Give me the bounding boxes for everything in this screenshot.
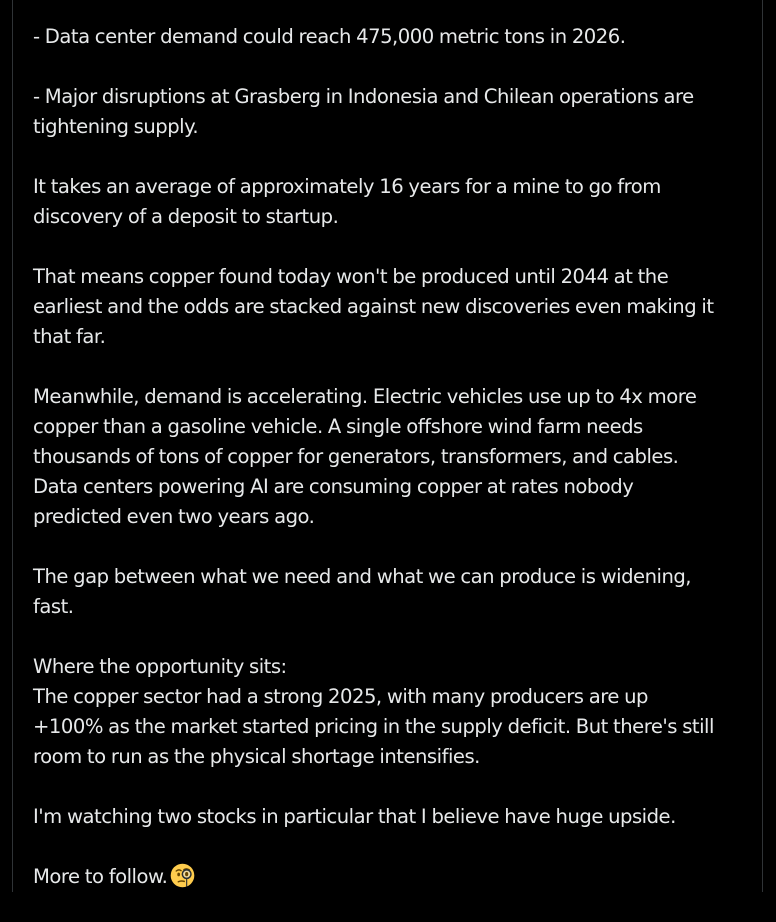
text-line: fast. — [33, 595, 74, 618]
closing-text: More to follow. — [33, 865, 168, 888]
text-line: - Major disruptions at Grasberg in Indonesia and Chilean operations are — [33, 85, 694, 108]
text-line: - Data center demand could reach 475,000 metric tons in 2026. — [33, 25, 626, 48]
text-line: The gap between what we need and what we can produce is widening, — [33, 565, 692, 588]
face-with-monocle-icon — [170, 863, 195, 888]
text-line: It takes an average of approximately 16 years for a mine to go from — [33, 175, 661, 198]
text-line: Data centers powering AI are consuming copper at rates nobody — [33, 475, 634, 498]
text-line: I'm watching two stocks in particular that I believe have huge upside. — [33, 805, 676, 828]
text-line: That means copper found today won't be produced until 2044 at the — [33, 265, 669, 288]
post-body — [12, 0, 763, 892]
text-line — [33, 862, 745, 892]
paragraph-1 — [33, 22, 745, 52]
text-line: tightening supply. — [33, 115, 199, 138]
paragraph-4 — [33, 262, 745, 352]
paragraph-9 — [33, 862, 745, 892]
text-line: The copper sector had a strong 2025, with many producers are up — [33, 685, 648, 708]
paragraph-3 — [33, 172, 745, 232]
text-line: Meanwhile, demand is accelerating. Electric vehicles use up to 4x more — [33, 385, 697, 408]
text-line: predicted even two years ago. — [33, 505, 315, 528]
paragraph-6 — [33, 562, 745, 622]
paragraph-8 — [33, 802, 745, 832]
text-line: +100% as the market started pricing in the supply deficit. But there's still — [33, 715, 714, 738]
text-line: thousands of tons of copper for generators, transformers, and cables. — [33, 445, 679, 468]
post-text — [33, 22, 745, 922]
paragraph-7 — [33, 652, 745, 772]
text-line: copper than a gasoline vehicle. A single offshore wind farm needs — [33, 415, 643, 438]
text-line: discovery of a deposit to startup. — [33, 205, 339, 228]
paragraph-5 — [33, 382, 745, 532]
text-line: room to run as the physical shortage intensifies. — [33, 745, 480, 768]
text-line: Where the opportunity sits: — [33, 655, 287, 678]
text-line: that far. — [33, 325, 106, 348]
text-line: earliest and the odds are stacked against new discoveries even making it — [33, 295, 714, 318]
paragraph-2 — [33, 82, 745, 142]
